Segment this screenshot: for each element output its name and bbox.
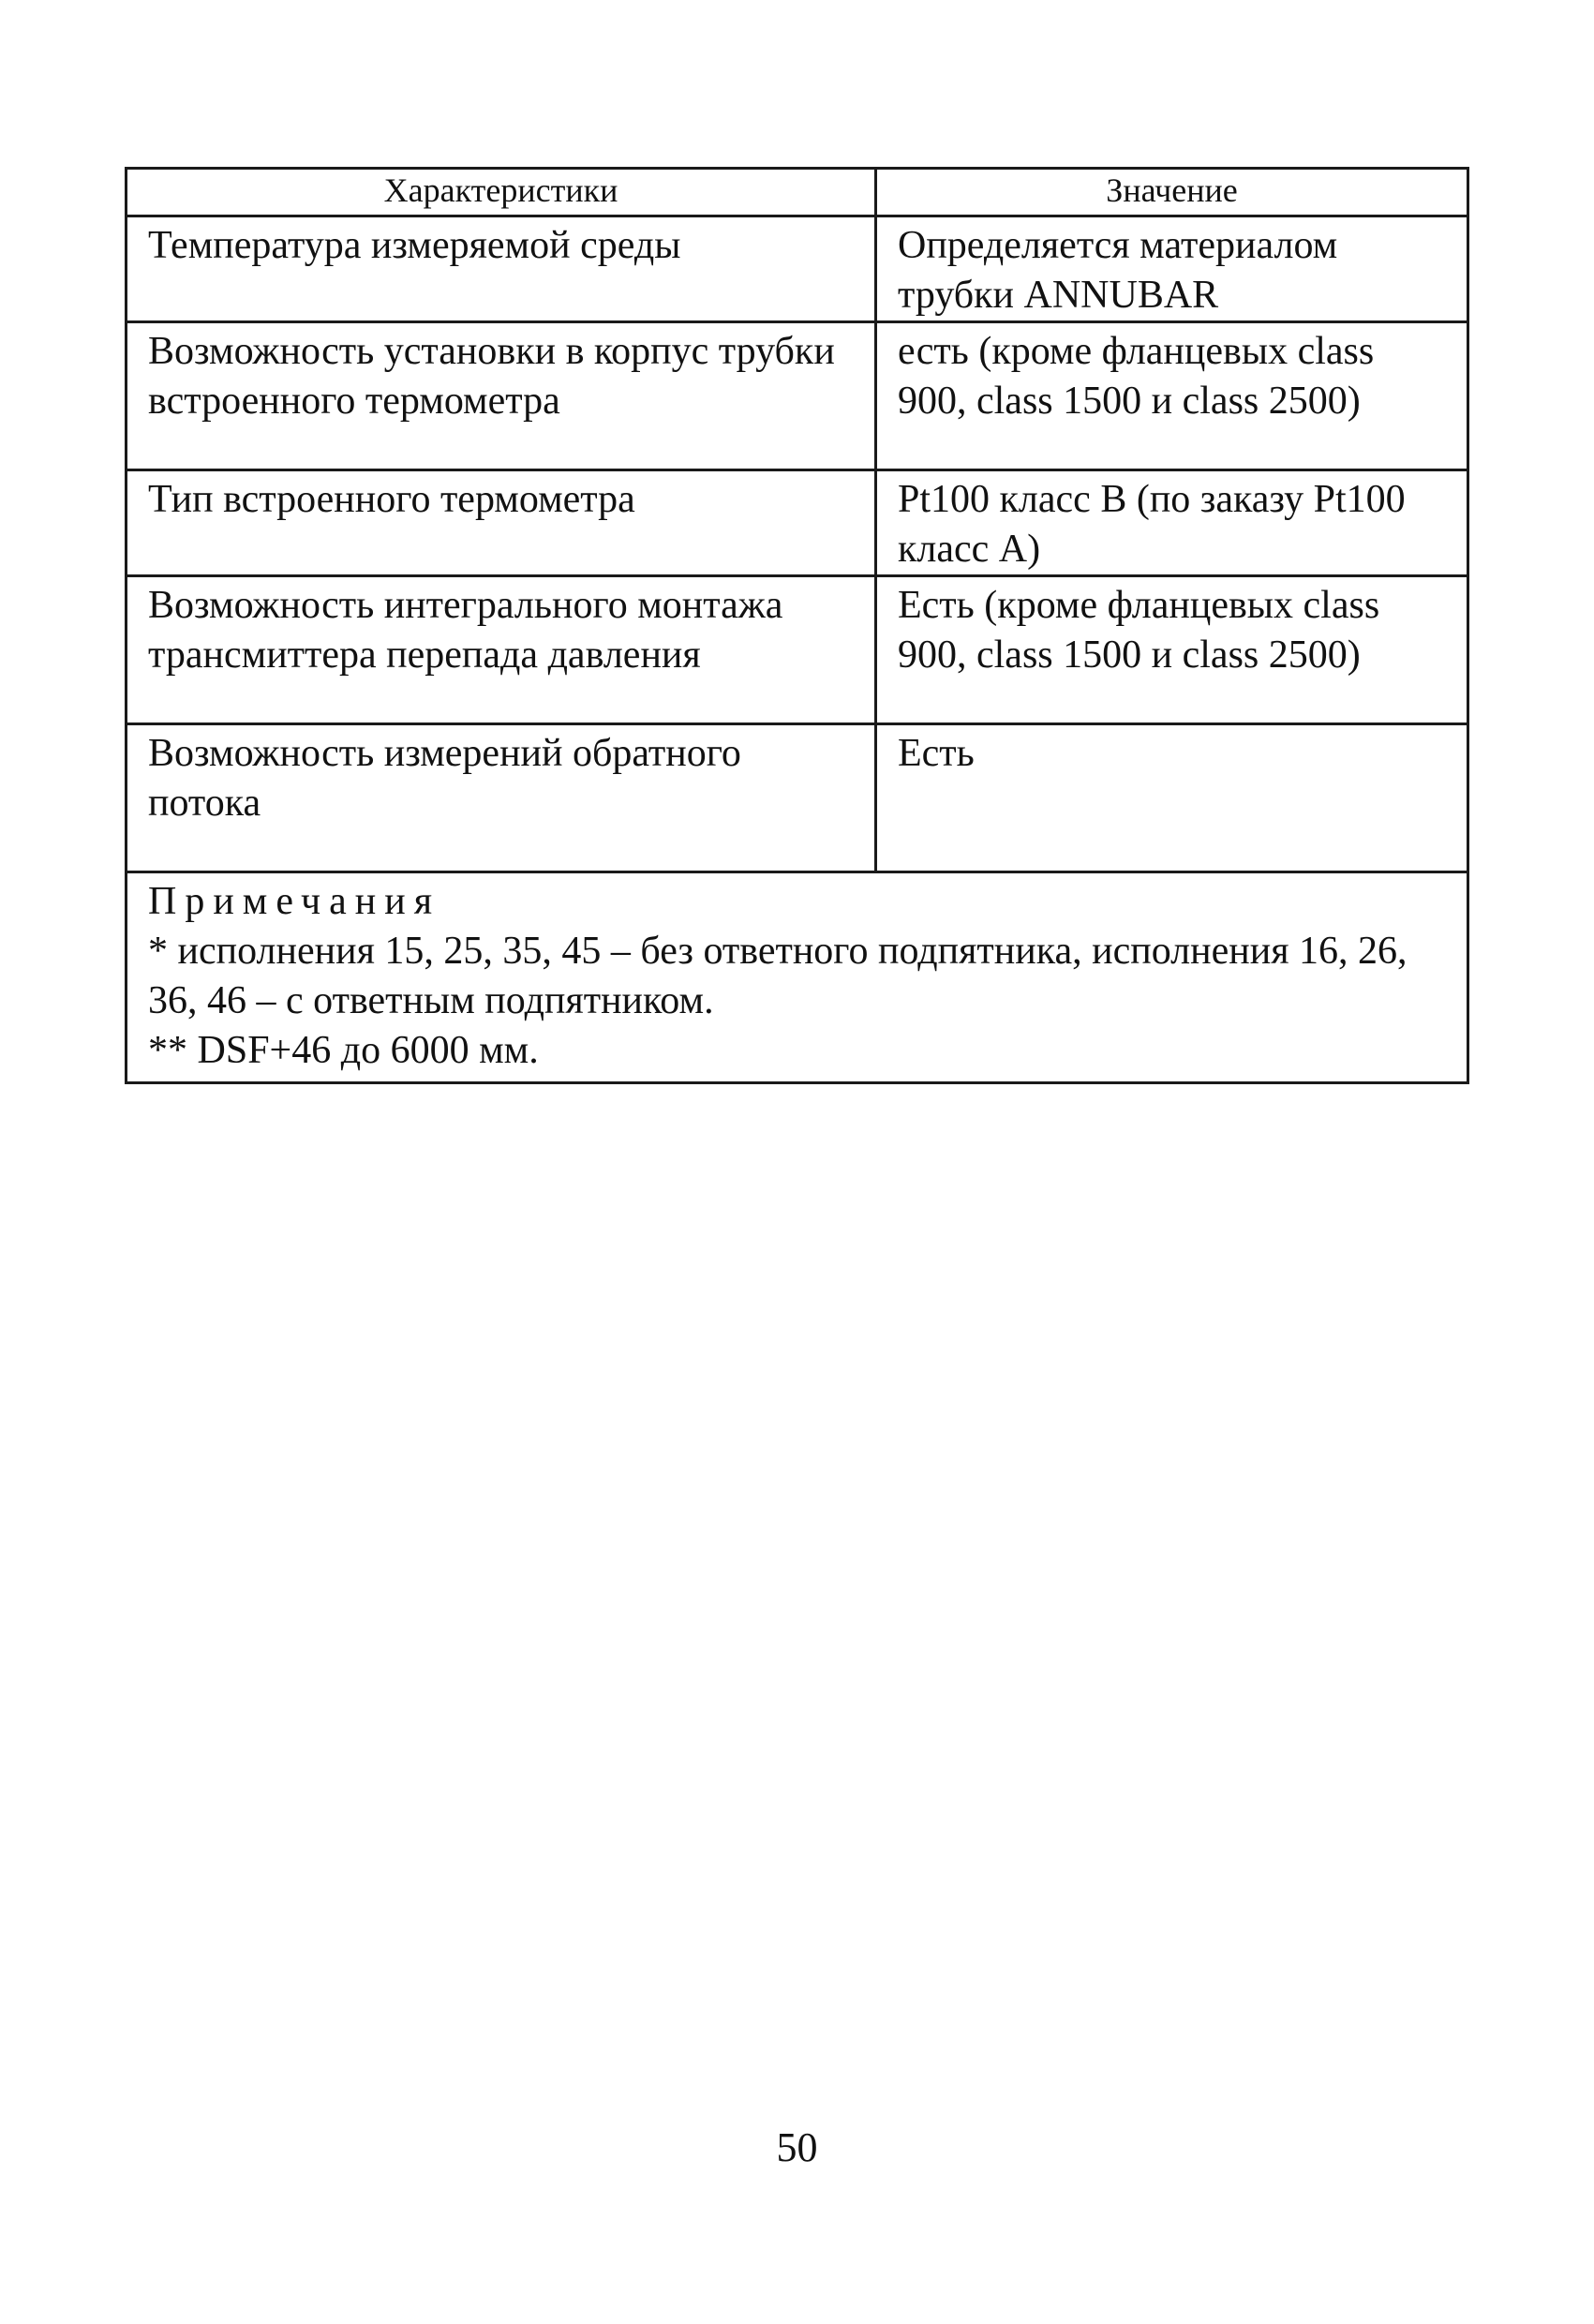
notes-title: Примечания (148, 880, 441, 923)
characteristic-text: Возможность измерений обратного потока (148, 732, 741, 825)
characteristic-text: Температура измеряемой среды (148, 224, 681, 267)
header-characteristics: Характеристики (127, 169, 876, 216)
table-row (127, 216, 1468, 322)
row-characteristic (127, 216, 876, 322)
row-characteristic (127, 470, 876, 576)
table-row (127, 322, 1468, 470)
characteristic-text: Тип встроенного термометра (148, 478, 635, 521)
value-text: Есть (898, 732, 975, 775)
value-text: Pt100 класс В (по заказу Pt100 класс А) (898, 478, 1406, 571)
table-header-row (127, 169, 1468, 216)
value-text: есть (кроме фланцевых class 900, class 1500 и class 2500) (898, 330, 1375, 423)
row-value (876, 470, 1468, 576)
row-value (876, 322, 1468, 470)
notes-cell (127, 872, 1468, 1083)
notes-row (127, 872, 1468, 1083)
characteristics-table (125, 167, 1469, 1084)
characteristic-text: Возможность установки в корпус трубки встроенного термометра (148, 330, 835, 423)
row-value (876, 724, 1468, 872)
value-text: Определяется материалом трубки ANNUBAR (898, 224, 1338, 317)
row-characteristic (127, 576, 876, 724)
table-row (127, 724, 1468, 872)
table-row (127, 576, 1468, 724)
row-value (876, 576, 1468, 724)
header-value: Значение (876, 169, 1468, 216)
value-text: Есть (кроме фланцевых class 900, class 1500 и class 2500) (898, 584, 1380, 677)
table-row (127, 470, 1468, 576)
note-line: ** DSF+46 до 6000 мм. (148, 1029, 539, 1072)
row-value (876, 216, 1468, 322)
characteristic-text: Возможность интегрального монтажа трансмиттера перепада давления (148, 584, 783, 677)
page-number: 50 (776, 2124, 818, 2170)
row-characteristic (127, 724, 876, 872)
row-characteristic (127, 322, 876, 470)
note-line: * исполнения 15, 25, 35, 45 – без ответного подпятника, исполнения 16, 26, 36, 46 – с ответным подпятником. (148, 930, 1408, 1022)
